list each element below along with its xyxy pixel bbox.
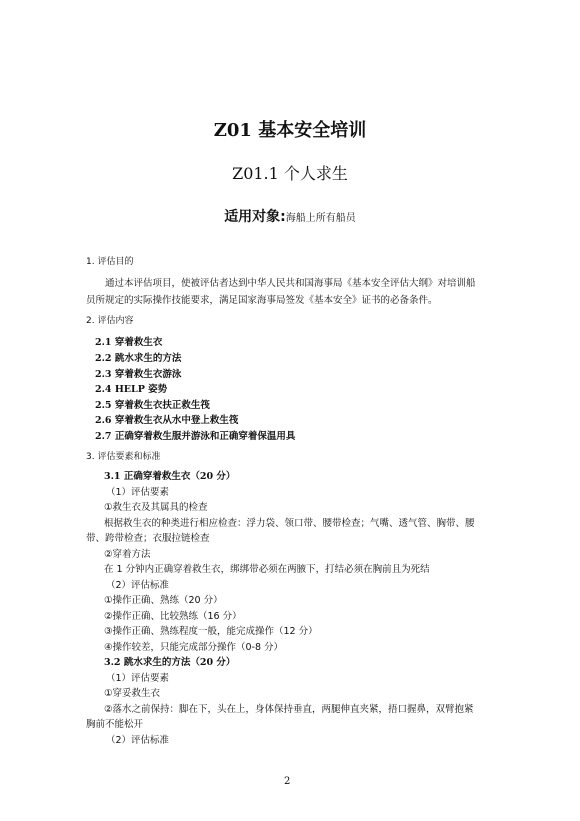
body-line: （1）评估要素 [106, 673, 170, 684]
body-line: 胸前不能松开 [86, 719, 144, 730]
body-line: ①穿妥救生衣 [104, 688, 161, 699]
body-line: ③操作正确、熟练程度一般，能完成操作（12 分） [104, 626, 318, 637]
section-2-heading: 2. 评估内容 [86, 316, 134, 326]
section-1-para-line-2: 员所规定的实际操作技能要求，满足国家海事局签发《基本安全》证书的必备条件。 [86, 295, 438, 306]
section-1-heading: 1. 评估目的 [86, 257, 134, 267]
body-line: ②穿着方法 [104, 549, 151, 560]
section-2-item: 2.6 穿着救生衣从水中登上救生筏 [95, 415, 239, 426]
section-2-item: 2.3 穿着救生衣游泳 [95, 369, 182, 380]
body-line: 根据救生衣的种类进行相应检查：浮力袋、领口带、腰带检查；气嘴、透气管、胸带、腰 [104, 518, 475, 529]
page-number: 2 [284, 776, 291, 787]
body-line: 在 1 分钟内正确穿着救生衣，绑绑带必须在两腋下，打结必须在胸前且为死结 [104, 564, 430, 575]
section-2-item: 2.1 穿着救生衣 [95, 337, 163, 348]
body-line: （2）评估标准 [106, 580, 170, 591]
subsection-3-2-title: 3.2 跳水求生的方法（20 分） [104, 657, 236, 668]
body-line: ①操作正确、熟练（20 分） [104, 595, 223, 606]
body-line: ②落水之前保持：脚在下，头在上，身体保持垂直，两腿伸直夹紧，捂口握鼻，双臂抱紧 [104, 704, 474, 715]
body-line: ④操作较差，只能完成部分操作（0-8 分） [104, 642, 284, 653]
section-3-heading: 3. 评估要素和标准 [86, 452, 161, 462]
body-line: ①救生衣及其属具的检查 [104, 502, 208, 513]
section-2-item: 2.2 跳水求生的方法 [95, 353, 182, 364]
document-subtitle: Z01.1 个人求生 [232, 164, 348, 183]
section-1-para-line-1: 通过本评估项目，使被评估者达到中华人民共和国海事局《基本安全评估大纲》对培训船 [105, 278, 476, 289]
section-2-item: 2.7 正确穿着救生服并游泳和正确穿着保温用具 [95, 431, 296, 442]
body-line: （2）评估标准 [106, 735, 170, 746]
audience-label: 适用对象: [224, 209, 286, 225]
body-line: （1）评估要素 [106, 487, 170, 498]
audience-line [0, 206, 580, 226]
body-line: 带、跨带检查；衣服拉链检查 [86, 533, 210, 544]
body-line: ②操作正确、比较熟练（16 分） [104, 611, 242, 622]
document-title: Z01 基本安全培训 [213, 120, 367, 141]
section-2-item: 2.5 穿着救生衣扶正救生筏 [95, 400, 210, 411]
subsection-3-1-title: 3.1 正确穿着救生衣（20 分） [104, 471, 236, 482]
section-2-item: 2.4 HELP 姿势 [95, 384, 168, 395]
audience-value: 海船上所有船员 [285, 213, 356, 224]
